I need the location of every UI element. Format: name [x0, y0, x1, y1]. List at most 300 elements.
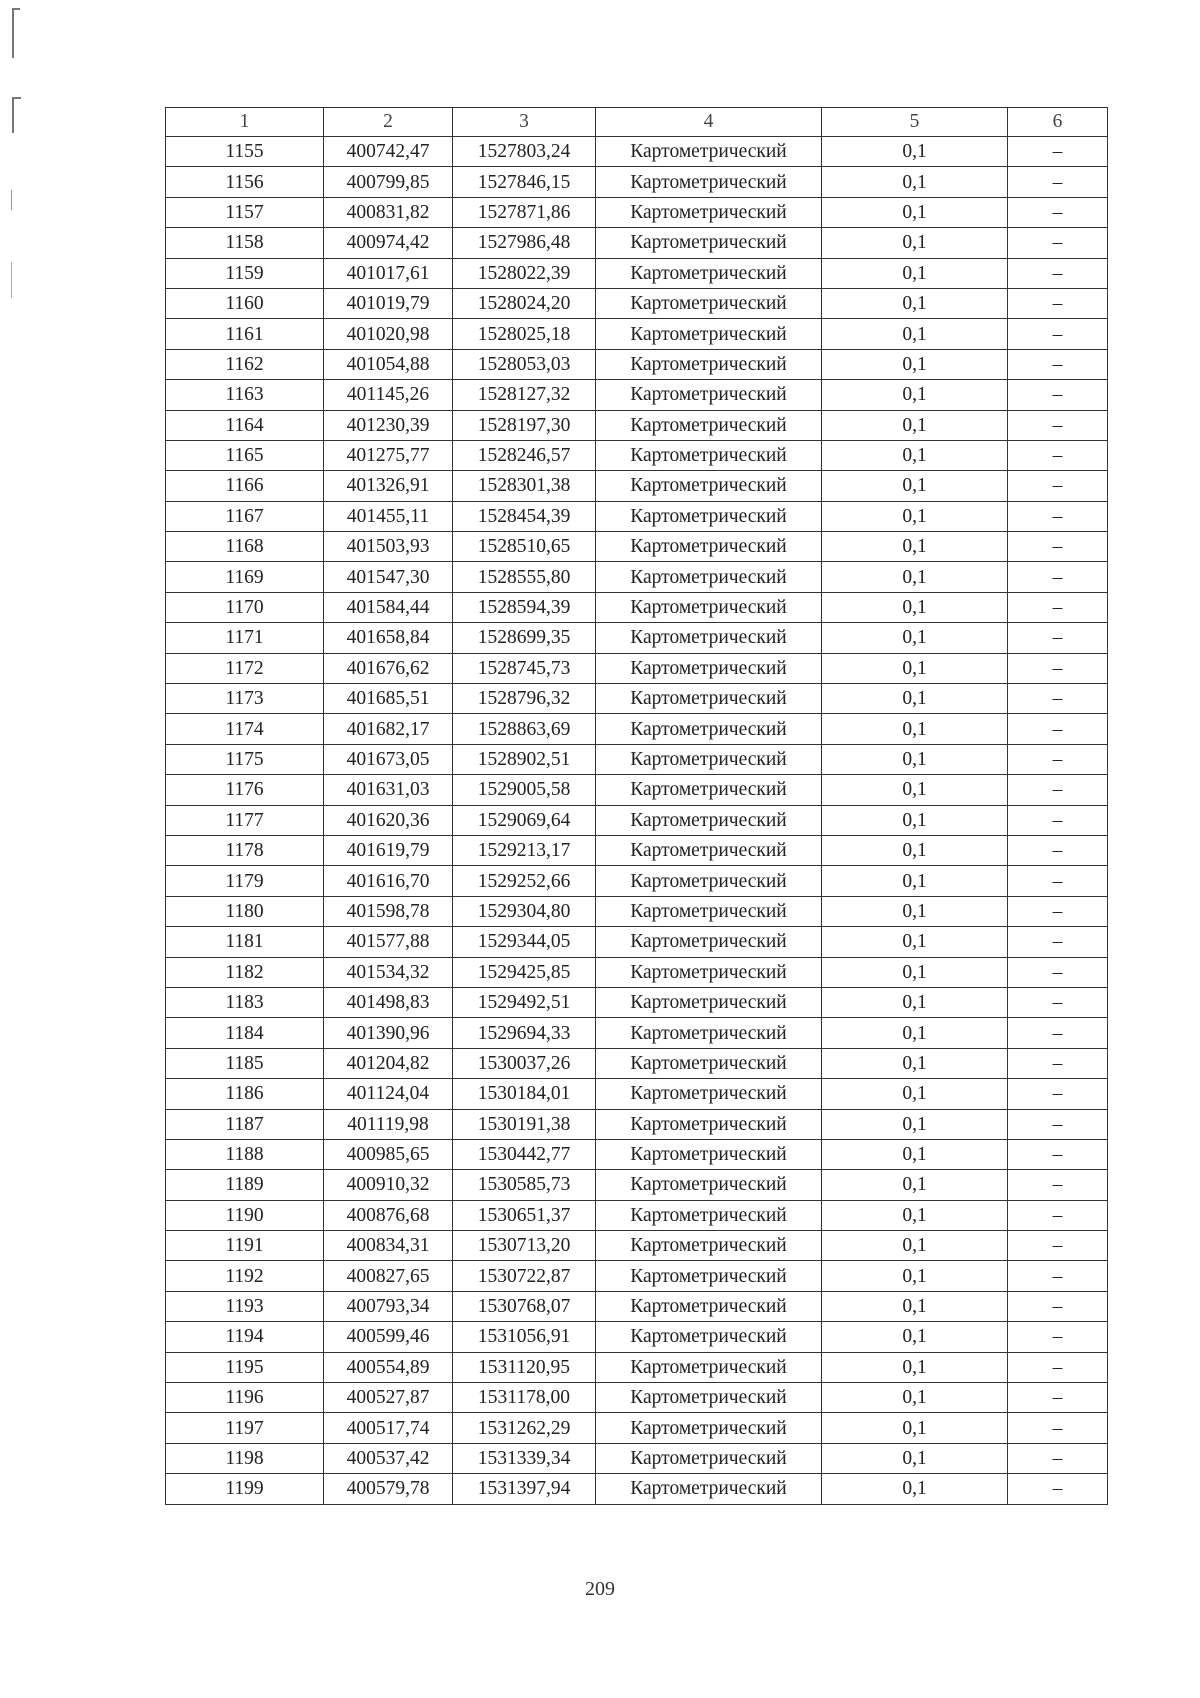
table-row: [166, 653, 1108, 683]
y-coordinate-cell: 1530585,73: [453, 1170, 596, 1200]
accuracy-cell: 0,1: [822, 927, 1008, 957]
accuracy-cell: 0,1: [822, 775, 1008, 805]
x-coordinate-cell: 401673,05: [324, 744, 453, 774]
x-coordinate-cell: 401204,82: [324, 1048, 453, 1078]
y-coordinate-cell: 1528454,39: [453, 501, 596, 531]
x-coordinate-cell: 400554,89: [324, 1352, 453, 1382]
y-coordinate-cell: 1528053,03: [453, 349, 596, 379]
accuracy-cell: 0,1: [822, 1352, 1008, 1382]
y-coordinate-cell: 1528745,73: [453, 653, 596, 683]
description-cell: –: [1008, 562, 1108, 592]
point-number-cell: 1171: [166, 623, 324, 653]
description-cell: –: [1008, 1413, 1108, 1443]
table-row: [166, 440, 1108, 470]
method-cell: Картометрический: [596, 471, 822, 501]
description-cell: –: [1008, 197, 1108, 227]
description-cell: –: [1008, 228, 1108, 258]
x-coordinate-cell: 401631,03: [324, 775, 453, 805]
scan-mark: [12, 97, 14, 133]
point-number-cell: 1195: [166, 1352, 324, 1382]
description-cell: –: [1008, 896, 1108, 926]
table-row: [166, 744, 1108, 774]
accuracy-cell: 0,1: [822, 1018, 1008, 1048]
table-row: [166, 775, 1108, 805]
x-coordinate-cell: 401685,51: [324, 684, 453, 714]
description-cell: –: [1008, 410, 1108, 440]
x-coordinate-cell: 401598,78: [324, 896, 453, 926]
table-row: [166, 532, 1108, 562]
description-cell: –: [1008, 380, 1108, 410]
accuracy-cell: 0,1: [822, 197, 1008, 227]
description-cell: –: [1008, 532, 1108, 562]
table-row: [166, 623, 1108, 653]
description-cell: –: [1008, 592, 1108, 622]
accuracy-cell: 0,1: [822, 1170, 1008, 1200]
column-header: 3: [453, 108, 596, 137]
method-cell: Картометрический: [596, 410, 822, 440]
accuracy-cell: 0,1: [822, 805, 1008, 835]
description-cell: –: [1008, 1018, 1108, 1048]
description-cell: –: [1008, 775, 1108, 805]
x-coordinate-cell: 400876,68: [324, 1200, 453, 1230]
x-coordinate-cell: 401619,79: [324, 835, 453, 865]
point-number-cell: 1178: [166, 835, 324, 865]
method-cell: Картометрический: [596, 714, 822, 744]
accuracy-cell: 0,1: [822, 1079, 1008, 1109]
accuracy-cell: 0,1: [822, 1413, 1008, 1443]
method-cell: Картометрический: [596, 1018, 822, 1048]
description-cell: –: [1008, 258, 1108, 288]
point-number-cell: 1198: [166, 1443, 324, 1473]
table-row: [166, 1261, 1108, 1291]
description-cell: –: [1008, 1291, 1108, 1321]
x-coordinate-cell: 400793,34: [324, 1291, 453, 1321]
table-row: [166, 927, 1108, 957]
accuracy-cell: 0,1: [822, 987, 1008, 1017]
method-cell: Картометрический: [596, 896, 822, 926]
table-row: [166, 987, 1108, 1017]
x-coordinate-cell: 401275,77: [324, 440, 453, 470]
accuracy-cell: 0,1: [822, 532, 1008, 562]
table-row: [166, 1048, 1108, 1078]
scan-mark: [11, 262, 12, 298]
point-number-cell: 1163: [166, 380, 324, 410]
method-cell: Картометрический: [596, 1291, 822, 1321]
description-cell: –: [1008, 866, 1108, 896]
description-cell: –: [1008, 440, 1108, 470]
description-cell: –: [1008, 1261, 1108, 1291]
y-coordinate-cell: 1528594,39: [453, 592, 596, 622]
accuracy-cell: 0,1: [822, 1322, 1008, 1352]
point-number-cell: 1155: [166, 137, 324, 167]
y-coordinate-cell: 1530191,38: [453, 1109, 596, 1139]
point-number-cell: 1157: [166, 197, 324, 227]
scan-mark: [12, 8, 14, 58]
accuracy-cell: 0,1: [822, 471, 1008, 501]
point-number-cell: 1158: [166, 228, 324, 258]
y-coordinate-cell: 1531056,91: [453, 1322, 596, 1352]
table-row: [166, 258, 1108, 288]
method-cell: Картометрический: [596, 1261, 822, 1291]
table-row: [166, 197, 1108, 227]
table-row: [166, 1413, 1108, 1443]
point-number-cell: 1179: [166, 866, 324, 896]
table-row: [166, 1200, 1108, 1230]
x-coordinate-cell: 400834,31: [324, 1231, 453, 1261]
method-cell: Картометрический: [596, 957, 822, 987]
accuracy-cell: 0,1: [822, 896, 1008, 926]
method-cell: Картометрический: [596, 319, 822, 349]
point-number-cell: 1162: [166, 349, 324, 379]
description-cell: –: [1008, 288, 1108, 318]
method-cell: Картометрический: [596, 532, 822, 562]
point-number-cell: 1172: [166, 653, 324, 683]
column-header: 4: [596, 108, 822, 137]
point-number-cell: 1187: [166, 1109, 324, 1139]
method-cell: Картометрический: [596, 1079, 822, 1109]
description-cell: –: [1008, 684, 1108, 714]
y-coordinate-cell: 1529425,85: [453, 957, 596, 987]
y-coordinate-cell: 1530184,01: [453, 1079, 596, 1109]
accuracy-cell: 0,1: [822, 835, 1008, 865]
x-coordinate-cell: 401020,98: [324, 319, 453, 349]
x-coordinate-cell: 400827,65: [324, 1261, 453, 1291]
point-number-cell: 1173: [166, 684, 324, 714]
table-row: [166, 714, 1108, 744]
point-number-cell: 1188: [166, 1139, 324, 1169]
x-coordinate-cell: 400910,32: [324, 1170, 453, 1200]
method-cell: Картометрический: [596, 623, 822, 653]
x-coordinate-cell: 401682,17: [324, 714, 453, 744]
accuracy-cell: 0,1: [822, 380, 1008, 410]
description-cell: –: [1008, 137, 1108, 167]
point-number-cell: 1176: [166, 775, 324, 805]
y-coordinate-cell: 1530722,87: [453, 1261, 596, 1291]
y-coordinate-cell: 1528510,65: [453, 532, 596, 562]
y-coordinate-cell: 1531262,29: [453, 1413, 596, 1443]
x-coordinate-cell: 400527,87: [324, 1383, 453, 1413]
method-cell: Картометрический: [596, 197, 822, 227]
table-row: [166, 137, 1108, 167]
description-cell: –: [1008, 1474, 1108, 1504]
y-coordinate-cell: 1529492,51: [453, 987, 596, 1017]
table-row: [166, 1170, 1108, 1200]
description-cell: –: [1008, 1170, 1108, 1200]
point-number-cell: 1196: [166, 1383, 324, 1413]
description-cell: –: [1008, 744, 1108, 774]
table-body: [166, 137, 1108, 1505]
method-cell: Картометрический: [596, 137, 822, 167]
x-coordinate-cell: 401620,36: [324, 805, 453, 835]
accuracy-cell: 0,1: [822, 1291, 1008, 1321]
method-cell: Картометрический: [596, 592, 822, 622]
x-coordinate-cell: 400599,46: [324, 1322, 453, 1352]
accuracy-cell: 0,1: [822, 167, 1008, 197]
point-number-cell: 1175: [166, 744, 324, 774]
description-cell: –: [1008, 319, 1108, 349]
method-cell: Картометрический: [596, 684, 822, 714]
y-coordinate-cell: 1529344,05: [453, 927, 596, 957]
table-row: [166, 410, 1108, 440]
y-coordinate-cell: 1528025,18: [453, 319, 596, 349]
x-coordinate-cell: 401534,32: [324, 957, 453, 987]
y-coordinate-cell: 1528301,38: [453, 471, 596, 501]
method-cell: Картометрический: [596, 1231, 822, 1261]
y-coordinate-cell: 1528555,80: [453, 562, 596, 592]
accuracy-cell: 0,1: [822, 410, 1008, 440]
x-coordinate-cell: 401616,70: [324, 866, 453, 896]
y-coordinate-cell: 1527803,24: [453, 137, 596, 167]
accuracy-cell: 0,1: [822, 1200, 1008, 1230]
y-coordinate-cell: 1530768,07: [453, 1291, 596, 1321]
description-cell: –: [1008, 1322, 1108, 1352]
x-coordinate-cell: 401498,83: [324, 987, 453, 1017]
method-cell: Картометрический: [596, 228, 822, 258]
table-row: [166, 228, 1108, 258]
table-row: [166, 288, 1108, 318]
point-number-cell: 1169: [166, 562, 324, 592]
y-coordinate-cell: 1529252,66: [453, 866, 596, 896]
description-cell: –: [1008, 653, 1108, 683]
method-cell: Картометрический: [596, 775, 822, 805]
accuracy-cell: 0,1: [822, 137, 1008, 167]
method-cell: Картометрический: [596, 440, 822, 470]
method-cell: Картометрический: [596, 1048, 822, 1078]
table-row: [166, 1322, 1108, 1352]
table-row: [166, 684, 1108, 714]
table-row: [166, 501, 1108, 531]
method-cell: Картометрический: [596, 1322, 822, 1352]
description-cell: –: [1008, 1079, 1108, 1109]
table-row: [166, 1352, 1108, 1382]
y-coordinate-cell: 1530713,20: [453, 1231, 596, 1261]
accuracy-cell: 0,1: [822, 1383, 1008, 1413]
method-cell: Картометрический: [596, 1200, 822, 1230]
method-cell: Картометрический: [596, 1139, 822, 1169]
y-coordinate-cell: 1531397,94: [453, 1474, 596, 1504]
x-coordinate-cell: 400517,74: [324, 1413, 453, 1443]
method-cell: Картометрический: [596, 1109, 822, 1139]
x-coordinate-cell: 400799,85: [324, 167, 453, 197]
y-coordinate-cell: 1528024,20: [453, 288, 596, 318]
x-coordinate-cell: 400579,78: [324, 1474, 453, 1504]
table-row: [166, 1079, 1108, 1109]
point-number-cell: 1194: [166, 1322, 324, 1352]
table-row: [166, 592, 1108, 622]
accuracy-cell: 0,1: [822, 592, 1008, 622]
description-cell: –: [1008, 1139, 1108, 1169]
y-coordinate-cell: 1530037,26: [453, 1048, 596, 1078]
method-cell: Картометрический: [596, 927, 822, 957]
table-row: [166, 805, 1108, 835]
description-cell: –: [1008, 927, 1108, 957]
method-cell: Картометрический: [596, 288, 822, 318]
table-row: [166, 1109, 1108, 1139]
accuracy-cell: 0,1: [822, 288, 1008, 318]
y-coordinate-cell: 1529005,58: [453, 775, 596, 805]
method-cell: Картометрический: [596, 349, 822, 379]
y-coordinate-cell: 1527986,48: [453, 228, 596, 258]
accuracy-cell: 0,1: [822, 866, 1008, 896]
description-cell: –: [1008, 1200, 1108, 1230]
point-number-cell: 1183: [166, 987, 324, 1017]
y-coordinate-cell: 1528127,32: [453, 380, 596, 410]
point-number-cell: 1186: [166, 1079, 324, 1109]
table-row: [166, 471, 1108, 501]
method-cell: Картометрический: [596, 866, 822, 896]
y-coordinate-cell: 1529069,64: [453, 805, 596, 835]
point-number-cell: 1182: [166, 957, 324, 987]
table-row: [166, 957, 1108, 987]
x-coordinate-cell: 401019,79: [324, 288, 453, 318]
accuracy-cell: 0,1: [822, 1261, 1008, 1291]
point-number-cell: 1177: [166, 805, 324, 835]
accuracy-cell: 0,1: [822, 957, 1008, 987]
accuracy-cell: 0,1: [822, 1474, 1008, 1504]
method-cell: Картометрический: [596, 1474, 822, 1504]
description-cell: –: [1008, 501, 1108, 531]
description-cell: –: [1008, 1109, 1108, 1139]
accuracy-cell: 0,1: [822, 1231, 1008, 1261]
method-cell: Картометрический: [596, 805, 822, 835]
description-cell: –: [1008, 835, 1108, 865]
point-number-cell: 1193: [166, 1291, 324, 1321]
x-coordinate-cell: 400831,82: [324, 197, 453, 227]
description-cell: –: [1008, 1352, 1108, 1382]
method-cell: Картометрический: [596, 501, 822, 531]
y-coordinate-cell: 1528863,69: [453, 714, 596, 744]
x-coordinate-cell: 400537,42: [324, 1443, 453, 1473]
accuracy-cell: 0,1: [822, 349, 1008, 379]
x-coordinate-cell: 401658,84: [324, 623, 453, 653]
description-cell: –: [1008, 714, 1108, 744]
x-coordinate-cell: 401326,91: [324, 471, 453, 501]
table-row: [166, 896, 1108, 926]
accuracy-cell: 0,1: [822, 744, 1008, 774]
accuracy-cell: 0,1: [822, 258, 1008, 288]
point-number-cell: 1190: [166, 1200, 324, 1230]
method-cell: Картометрический: [596, 167, 822, 197]
table-row: [166, 1018, 1108, 1048]
column-header: 5: [822, 108, 1008, 137]
description-cell: –: [1008, 1383, 1108, 1413]
x-coordinate-cell: 401547,30: [324, 562, 453, 592]
x-coordinate-cell: 401124,04: [324, 1079, 453, 1109]
y-coordinate-cell: 1528902,51: [453, 744, 596, 774]
accuracy-cell: 0,1: [822, 319, 1008, 349]
y-coordinate-cell: 1528197,30: [453, 410, 596, 440]
description-cell: –: [1008, 805, 1108, 835]
x-coordinate-cell: 401054,88: [324, 349, 453, 379]
table-row: [166, 835, 1108, 865]
point-number-cell: 1185: [166, 1048, 324, 1078]
x-coordinate-cell: 400974,42: [324, 228, 453, 258]
description-cell: –: [1008, 957, 1108, 987]
point-number-cell: 1167: [166, 501, 324, 531]
y-coordinate-cell: 1527846,15: [453, 167, 596, 197]
table-row: [166, 319, 1108, 349]
point-number-cell: 1170: [166, 592, 324, 622]
accuracy-cell: 0,1: [822, 714, 1008, 744]
x-coordinate-cell: 400985,65: [324, 1139, 453, 1169]
column-header: 6: [1008, 108, 1108, 137]
y-coordinate-cell: 1529213,17: [453, 835, 596, 865]
y-coordinate-cell: 1531120,95: [453, 1352, 596, 1382]
table-row: [166, 1231, 1108, 1261]
column-header: 2: [324, 108, 453, 137]
method-cell: Картометрический: [596, 744, 822, 774]
y-coordinate-cell: 1529304,80: [453, 896, 596, 926]
accuracy-cell: 0,1: [822, 623, 1008, 653]
method-cell: Картометрический: [596, 1413, 822, 1443]
scan-mark: [12, 97, 21, 99]
scan-mark: [11, 190, 12, 210]
point-number-cell: 1174: [166, 714, 324, 744]
x-coordinate-cell: 401455,11: [324, 501, 453, 531]
table-row: [166, 562, 1108, 592]
point-number-cell: 1191: [166, 1231, 324, 1261]
description-cell: –: [1008, 987, 1108, 1017]
table-row: [166, 866, 1108, 896]
y-coordinate-cell: 1529694,33: [453, 1018, 596, 1048]
accuracy-cell: 0,1: [822, 1109, 1008, 1139]
point-number-cell: 1197: [166, 1413, 324, 1443]
y-coordinate-cell: 1527871,86: [453, 197, 596, 227]
point-number-cell: 1199: [166, 1474, 324, 1504]
table-row: [166, 1443, 1108, 1473]
description-cell: –: [1008, 349, 1108, 379]
point-number-cell: 1184: [166, 1018, 324, 1048]
accuracy-cell: 0,1: [822, 562, 1008, 592]
y-coordinate-cell: 1528796,32: [453, 684, 596, 714]
x-coordinate-cell: 401119,98: [324, 1109, 453, 1139]
table-header-row: [166, 108, 1108, 137]
y-coordinate-cell: 1528022,39: [453, 258, 596, 288]
x-coordinate-cell: 401577,88: [324, 927, 453, 957]
column-header: 1: [166, 108, 324, 137]
x-coordinate-cell: 401390,96: [324, 1018, 453, 1048]
x-coordinate-cell: 401017,61: [324, 258, 453, 288]
table-row: [166, 1291, 1108, 1321]
table-row: [166, 380, 1108, 410]
scan-mark: [12, 8, 20, 10]
table-row: [166, 349, 1108, 379]
y-coordinate-cell: 1530651,37: [453, 1200, 596, 1230]
table-row: [166, 1139, 1108, 1169]
y-coordinate-cell: 1531178,00: [453, 1383, 596, 1413]
point-number-cell: 1159: [166, 258, 324, 288]
accuracy-cell: 0,1: [822, 228, 1008, 258]
method-cell: Картометрический: [596, 380, 822, 410]
table-row: [166, 1383, 1108, 1413]
x-coordinate-cell: 401584,44: [324, 592, 453, 622]
accuracy-cell: 0,1: [822, 1048, 1008, 1078]
accuracy-cell: 0,1: [822, 684, 1008, 714]
accuracy-cell: 0,1: [822, 1443, 1008, 1473]
point-number-cell: 1180: [166, 896, 324, 926]
accuracy-cell: 0,1: [822, 501, 1008, 531]
description-cell: –: [1008, 471, 1108, 501]
coordinates-table: [165, 107, 1108, 1505]
method-cell: Картометрический: [596, 1383, 822, 1413]
method-cell: Картометрический: [596, 1170, 822, 1200]
description-cell: –: [1008, 1443, 1108, 1473]
page-number: 209: [585, 1578, 615, 1600]
y-coordinate-cell: 1528246,57: [453, 440, 596, 470]
x-coordinate-cell: 401145,26: [324, 380, 453, 410]
point-number-cell: 1181: [166, 927, 324, 957]
method-cell: Картометрический: [596, 653, 822, 683]
